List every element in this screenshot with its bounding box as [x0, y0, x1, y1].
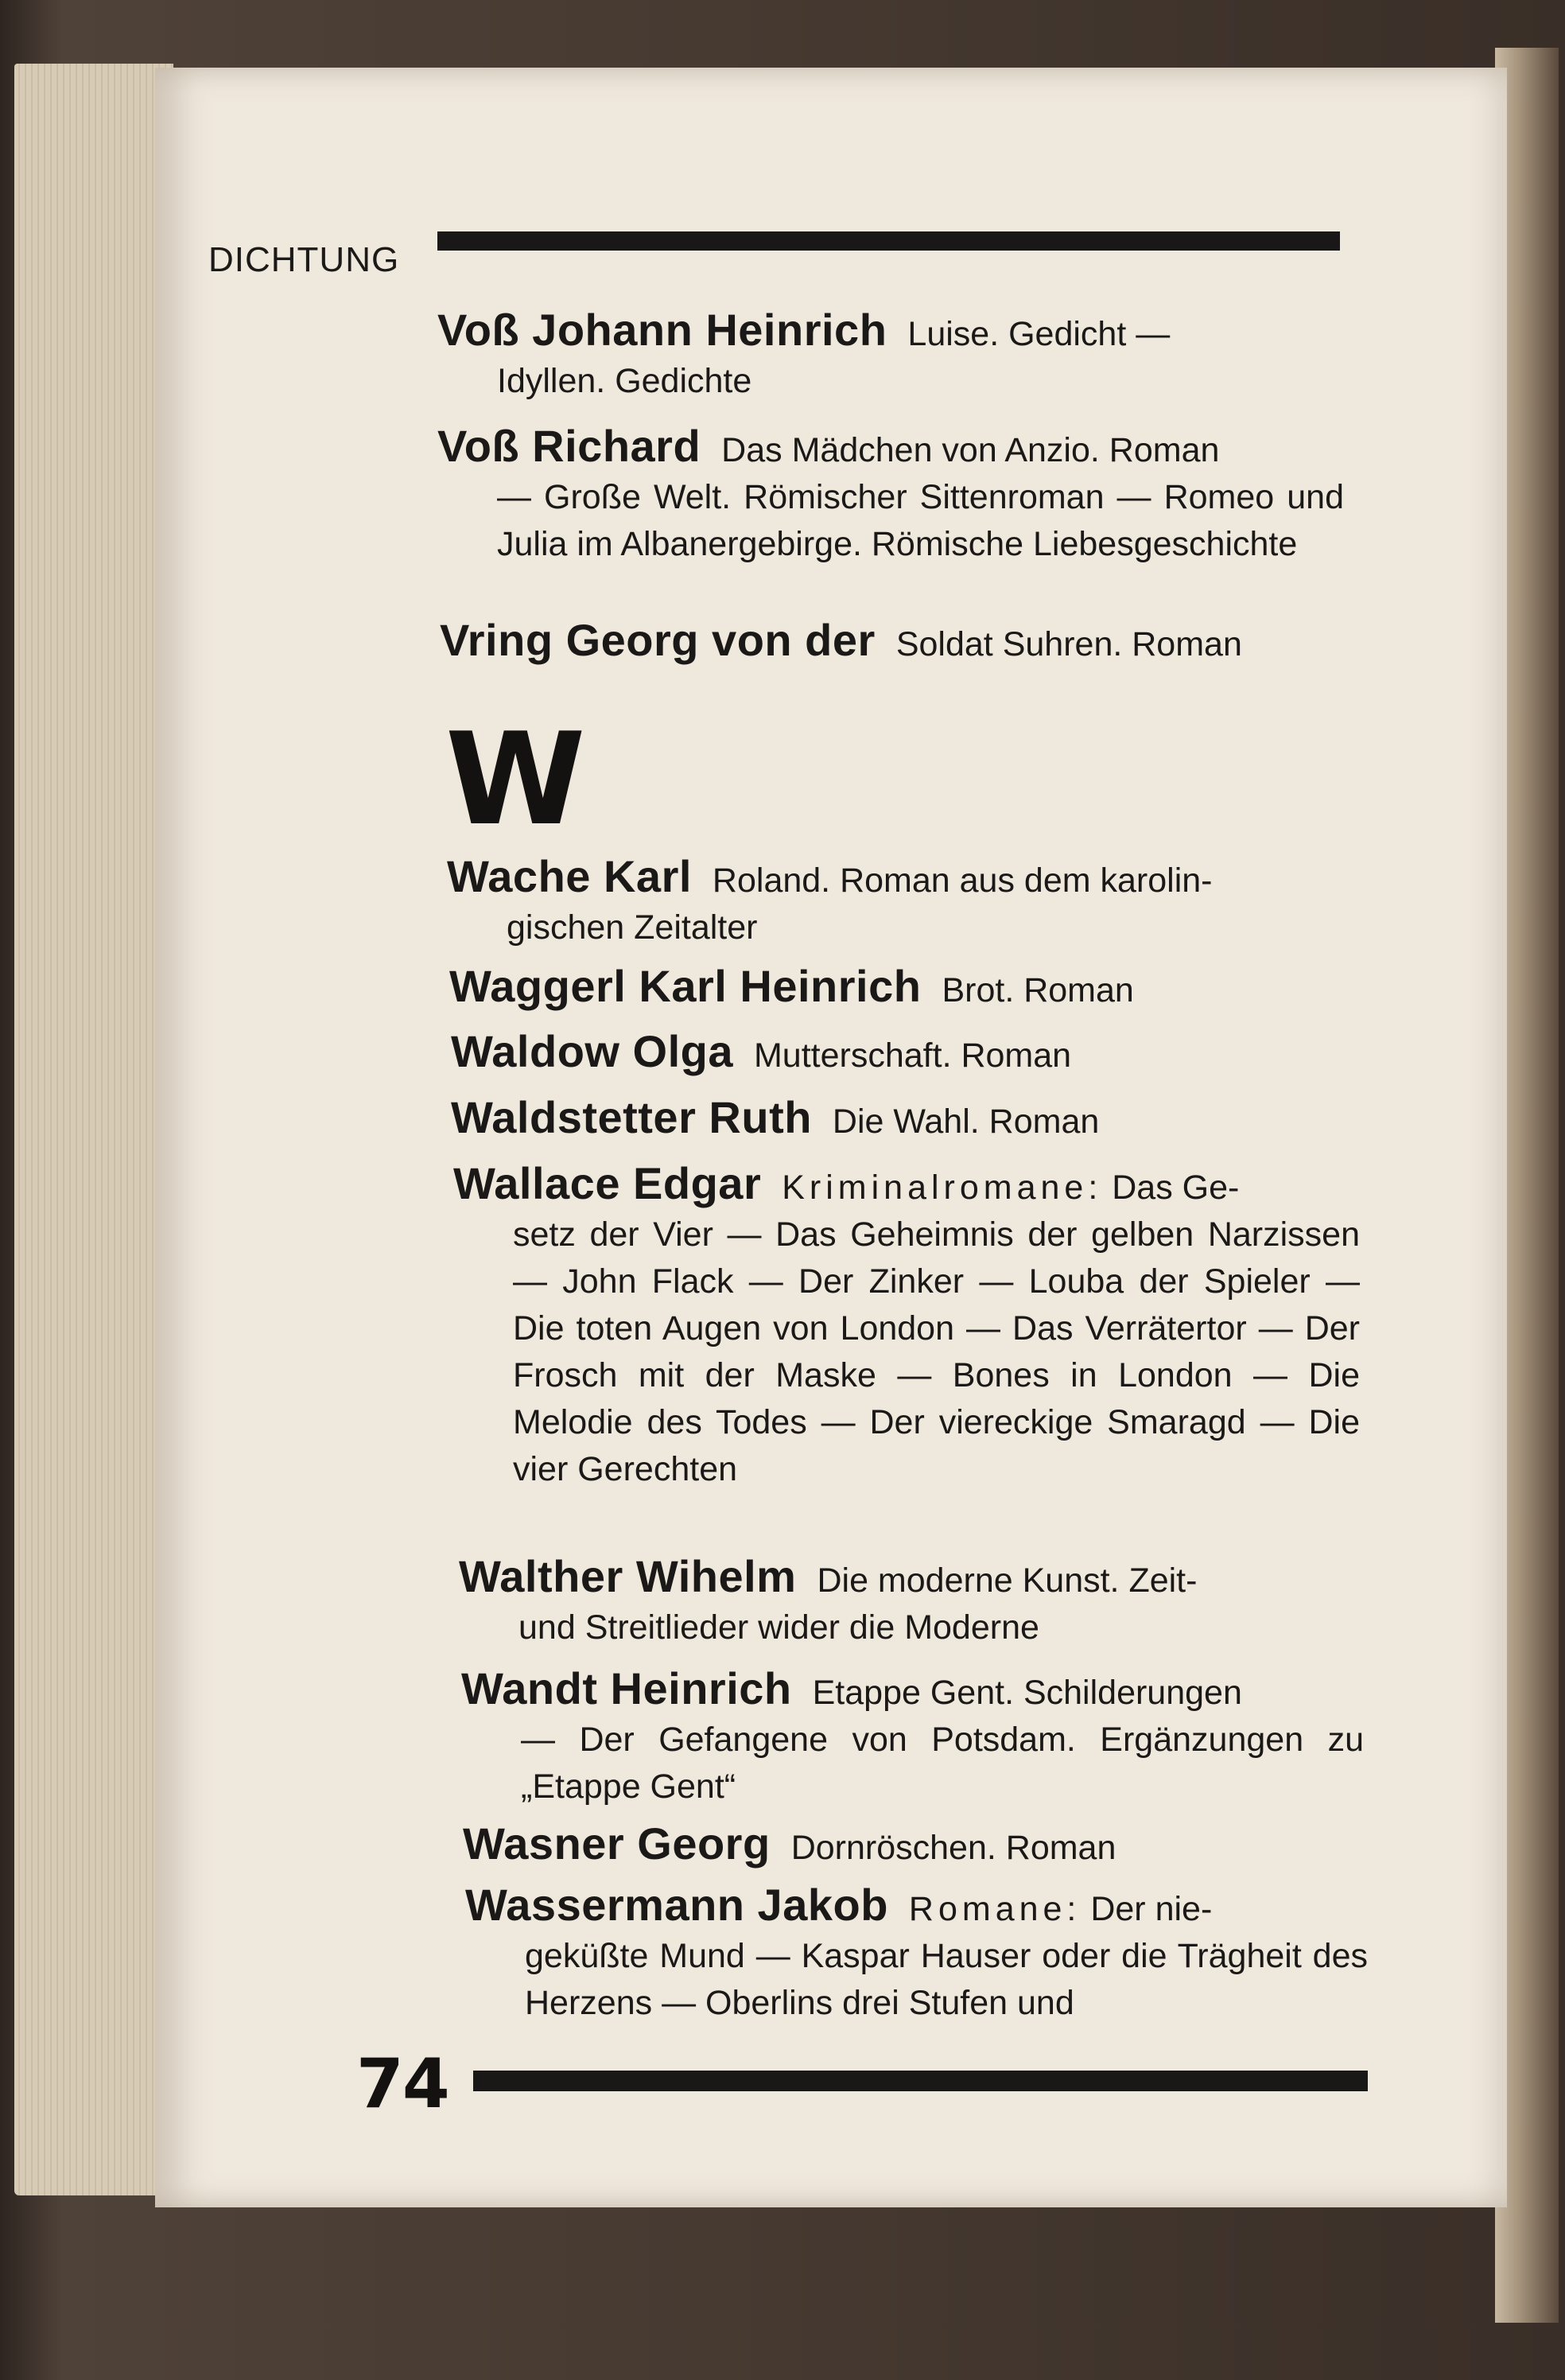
list-item	[459, 1553, 1361, 1651]
entry-works-rest: setz der Vier — Das Geheimnis der gelben Narzissen — John Flack — Der Zinker — Louba der Spieler — Die toten Augen von London — Das Verrätertor — Der Frosch mit der Maske — Bones in London — Die Melodie des Todes — Der viereckige Smaragd — Die vier Gerechten	[513, 1215, 1360, 1488]
list-item	[453, 1160, 1360, 1493]
list-item	[451, 1094, 1357, 1145]
entry-works-rest: gischen Zeitalter	[507, 908, 758, 947]
entry-works-first: Mutterschaft. Roman	[753, 1036, 1072, 1075]
list-item	[463, 1820, 1365, 1872]
footer-rule	[473, 2071, 1368, 2091]
list-item	[451, 1028, 1357, 1079]
page-number: 74	[356, 2044, 449, 2124]
entry-author: Waldow Olga	[451, 1026, 733, 1076]
entry-works-rest: Idyllen. Gedichte	[497, 362, 752, 400]
running-head: DICHTUNG	[208, 240, 400, 279]
list-item	[440, 616, 1346, 668]
entry-works-first: Die moderne Kunst. Zeit-	[817, 1561, 1198, 1600]
list-item	[447, 853, 1353, 951]
entry-works-first: Das Mädchen von Anzio. Roman	[721, 431, 1220, 469]
entry-works-rest: — Große Welt. Römischer Sittenroman — Romeo und Julia im Albanergebirge. Römische Liebesgeschichte	[497, 478, 1344, 563]
entry-author: Wallace Edgar	[453, 1158, 762, 1208]
entry-author: Wassermann Jakob	[465, 1880, 888, 1930]
entry-works-rest: geküßte Mund — Kaspar Hauser oder die Trägheit des Herzens — Oberlins drei Stufen und	[525, 1937, 1368, 2022]
entry-works-first: Luise. Gedicht —	[907, 315, 1171, 353]
list-item	[449, 962, 1356, 1014]
entry-author: Waldstetter Ruth	[451, 1092, 812, 1142]
entry-author: Voß Johann Heinrich	[437, 305, 887, 355]
entry-author: Wasner Georg	[463, 1818, 771, 1869]
list-item	[437, 306, 1344, 405]
entry-author: Vring Georg von der	[440, 615, 876, 665]
entry-works-first: Dornröschen. Roman	[790, 1829, 1116, 1867]
list-item	[465, 1881, 1368, 2027]
entry-works-first: Die Wahl. Roman	[832, 1102, 1100, 1141]
entry-works-first: Der nie-	[1090, 1890, 1213, 1928]
entry-works-first: Soldat Suhren. Roman	[895, 625, 1242, 663]
list-item	[461, 1665, 1364, 1810]
entry-works-rest: und Streitlieder wider die Moderne	[518, 1608, 1039, 1647]
entry-author: Waggerl Karl Heinrich	[449, 961, 922, 1011]
entry-works-first: Brot. Roman	[942, 971, 1134, 1009]
entry-author: Walther Wihelm	[459, 1551, 797, 1601]
entry-author: Wache Karl	[447, 851, 692, 901]
entry-works-rest: — Der Gefangene von Potsdam. Ergänzungen zu „Etappe Gent“	[521, 1721, 1364, 1806]
page-edges	[14, 64, 173, 2195]
entry-author: Wandt Heinrich	[461, 1663, 792, 1713]
entry-works-first: Das Ge-	[1112, 1169, 1240, 1207]
entry-works-label: Romane:	[908, 1890, 1082, 1928]
section-letter: W	[445, 705, 586, 854]
entry-works-label: Kriminalromane:	[782, 1169, 1103, 1207]
entry-author: Voß Richard	[437, 421, 701, 471]
entry-works-first: Etappe Gent. Schilderungen	[812, 1674, 1242, 1712]
entry-works-first: Roland. Roman aus dem karolin-	[712, 861, 1213, 900]
header-rule	[437, 231, 1340, 251]
list-item	[437, 422, 1344, 568]
